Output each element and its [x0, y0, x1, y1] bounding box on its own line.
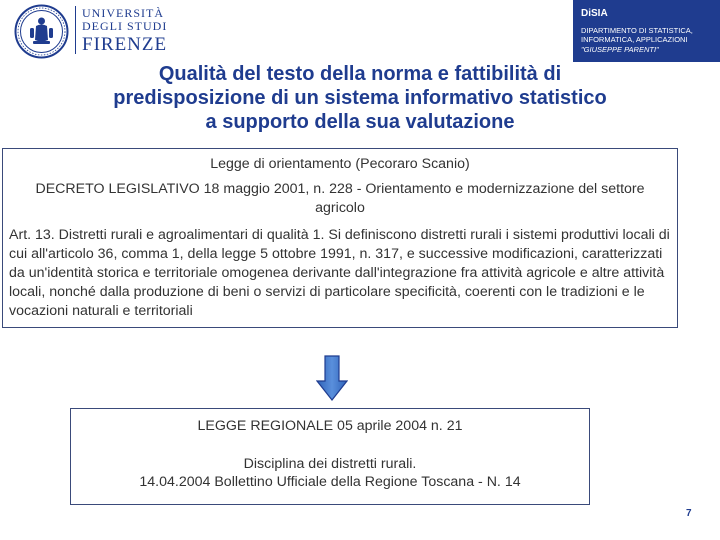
- down-arrow-icon: [316, 355, 348, 401]
- slide-title-line2: predisposizione di un sistema informativo statistico: [113, 87, 607, 109]
- regional-law-bulletin: 14.04.2004 Bollettino Ufficiale della Regione Toscana - N. 14: [139, 474, 521, 490]
- slide-title: [40, 62, 680, 134]
- department-line1: DIPARTIMENTO DI STATISTICA,: [581, 26, 693, 35]
- regional-law-subject: Disciplina dei distretti rurali.: [243, 456, 417, 472]
- university-name-line3: FIRENZE: [82, 34, 168, 55]
- law-heading: Legge di orientamento (Pecoraro Scanio): [210, 156, 470, 172]
- department-label: [581, 8, 717, 54]
- article-text: Art. 13. Distretti rurali e agroalimentari di qualità 1. Si definiscono distretti rurali i sistemi produttivi locali di cui all'articolo 36, comma 1, della legge 5 ottobre 1991, n. 317, e successive modificazioni, caratterizzati da un'identità storica e territoriale omogenea derivante dall'integrazione fra attività agricole e altre attività locali, nonché dalla produzione di beni o servizi di particolare specificità, coerenti con le tradizioni e le vocazioni naturali e territoriali: [9, 227, 670, 319]
- university-name-line1: UNIVERSITÀ: [82, 6, 164, 20]
- university-name: [82, 7, 182, 54]
- slide-title-line3: a supporto della sua valutazione: [205, 111, 515, 133]
- logo-separator: [75, 6, 76, 54]
- regional-law-box: [70, 408, 590, 505]
- department-abbr: DiSIA: [581, 8, 608, 19]
- department-line2: INFORMATICA, APPLICAZIONI: [581, 35, 688, 45]
- page-number: 7: [686, 508, 692, 519]
- header-band: [0, 0, 720, 62]
- national-law-box: [2, 148, 678, 328]
- department-line3: "GIUSEPPE PARENTI": [581, 44, 659, 54]
- slide-title-line1: Qualità del testo della norma e fattibilità di: [158, 63, 562, 85]
- decree-text: DECRETO LEGISLATIVO 18 maggio 2001, n. 228 - Orientamento e modernizzazione del settore agricolo: [35, 181, 645, 216]
- regional-law-title: LEGGE REGIONALE 05 aprile 2004 n. 21: [197, 418, 463, 434]
- university-name-line2: DEGLI STUDI: [82, 19, 168, 33]
- university-seal-icon: [14, 4, 69, 59]
